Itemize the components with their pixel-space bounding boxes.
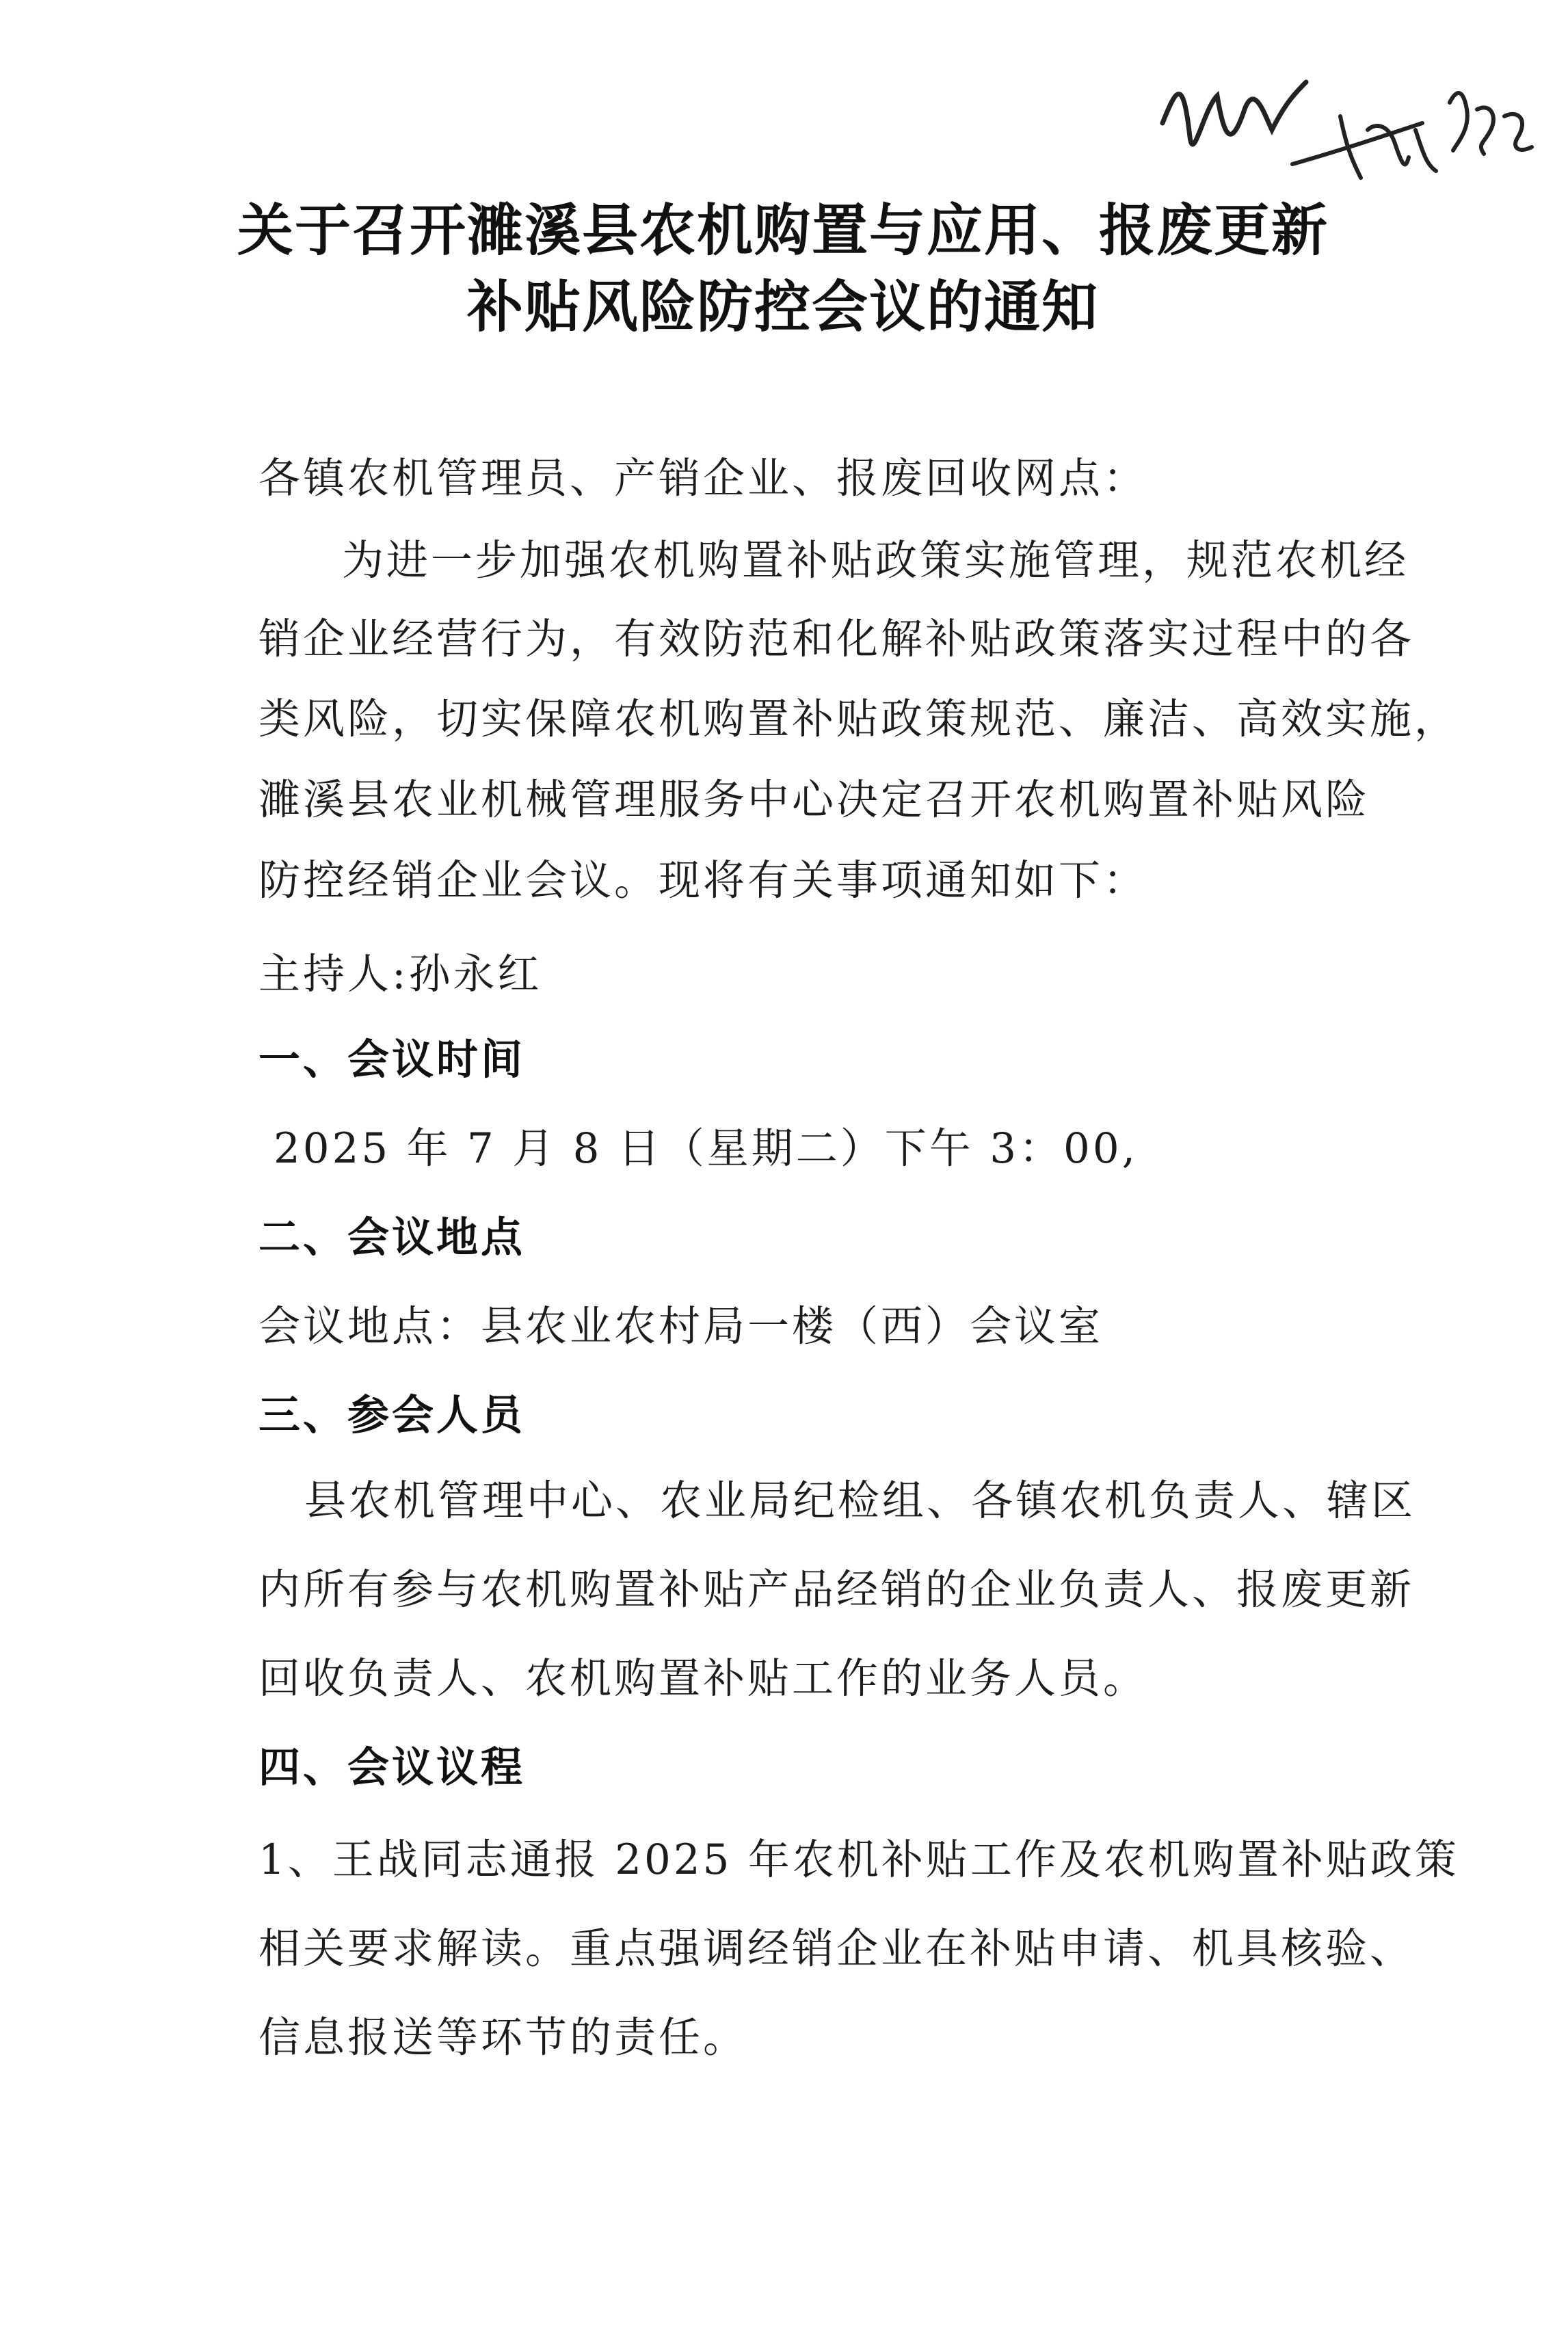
document-title-line-1: 关于召开濉溪县农机购置与应用、报废更新: [237, 198, 1329, 263]
meeting-host: 主持人:孙永红: [258, 950, 542, 998]
meeting-place: 会议地点：县农业农村局一楼（西）会议室: [258, 1302, 1104, 1351]
agenda-line-3: 信息报送等环节的责任。: [258, 2013, 748, 2062]
intro-line-1: 为进一步加强农机购置补贴政策实施管理，规范农机经: [342, 536, 1409, 585]
section-heading-time: 一、会议时间: [258, 1035, 526, 1084]
intro-line-3: 类风险，切实保障农机购置补贴政策规范、廉洁、高效实施，: [258, 695, 1459, 743]
section-heading-place: 二、会议地点: [258, 1213, 526, 1262]
section-heading-agenda: 四、会议议程: [258, 1743, 526, 1792]
handwritten-signature: [1135, 27, 1545, 205]
document-title-line-2: 补贴风险防控会议的通知: [466, 275, 1099, 340]
attendees-line-2: 内所有参与农机购置补贴产品经销的企业负责人、报废更新: [258, 1565, 1415, 1614]
agenda-line-1: 1、王战同志通报 2025 年农机补贴工作及农机购置补贴政策: [258, 1835, 1459, 1884]
addressee: 各镇农机管理员、产销企业、报废回收网点：: [258, 454, 1148, 503]
attendees-line-3: 回收负责人、农机购置补贴工作的业务人员。: [258, 1654, 1148, 1703]
agenda-line-2: 相关要求解读。重点强调经销企业在补贴申请、机具核验、: [258, 1924, 1415, 1973]
meeting-time: 2025 年 7 月 8 日（星期二）下午 3：00,: [274, 1124, 1139, 1173]
section-heading-attendees: 三、参会人员: [258, 1391, 526, 1440]
intro-line-5: 防控经销企业会议。现将有关事项通知如下：: [258, 856, 1148, 905]
attendees-line-1: 县农机管理中心、农业局纪检组、各镇农机负责人、辖区: [304, 1476, 1416, 1525]
intro-line-4: 濉溪县农业机械管理服务中心决定召开农机购置补贴风险: [258, 775, 1370, 824]
intro-line-2: 销企业经营行为，有效防范和化解补贴政策落实过程中的各: [258, 615, 1415, 663]
